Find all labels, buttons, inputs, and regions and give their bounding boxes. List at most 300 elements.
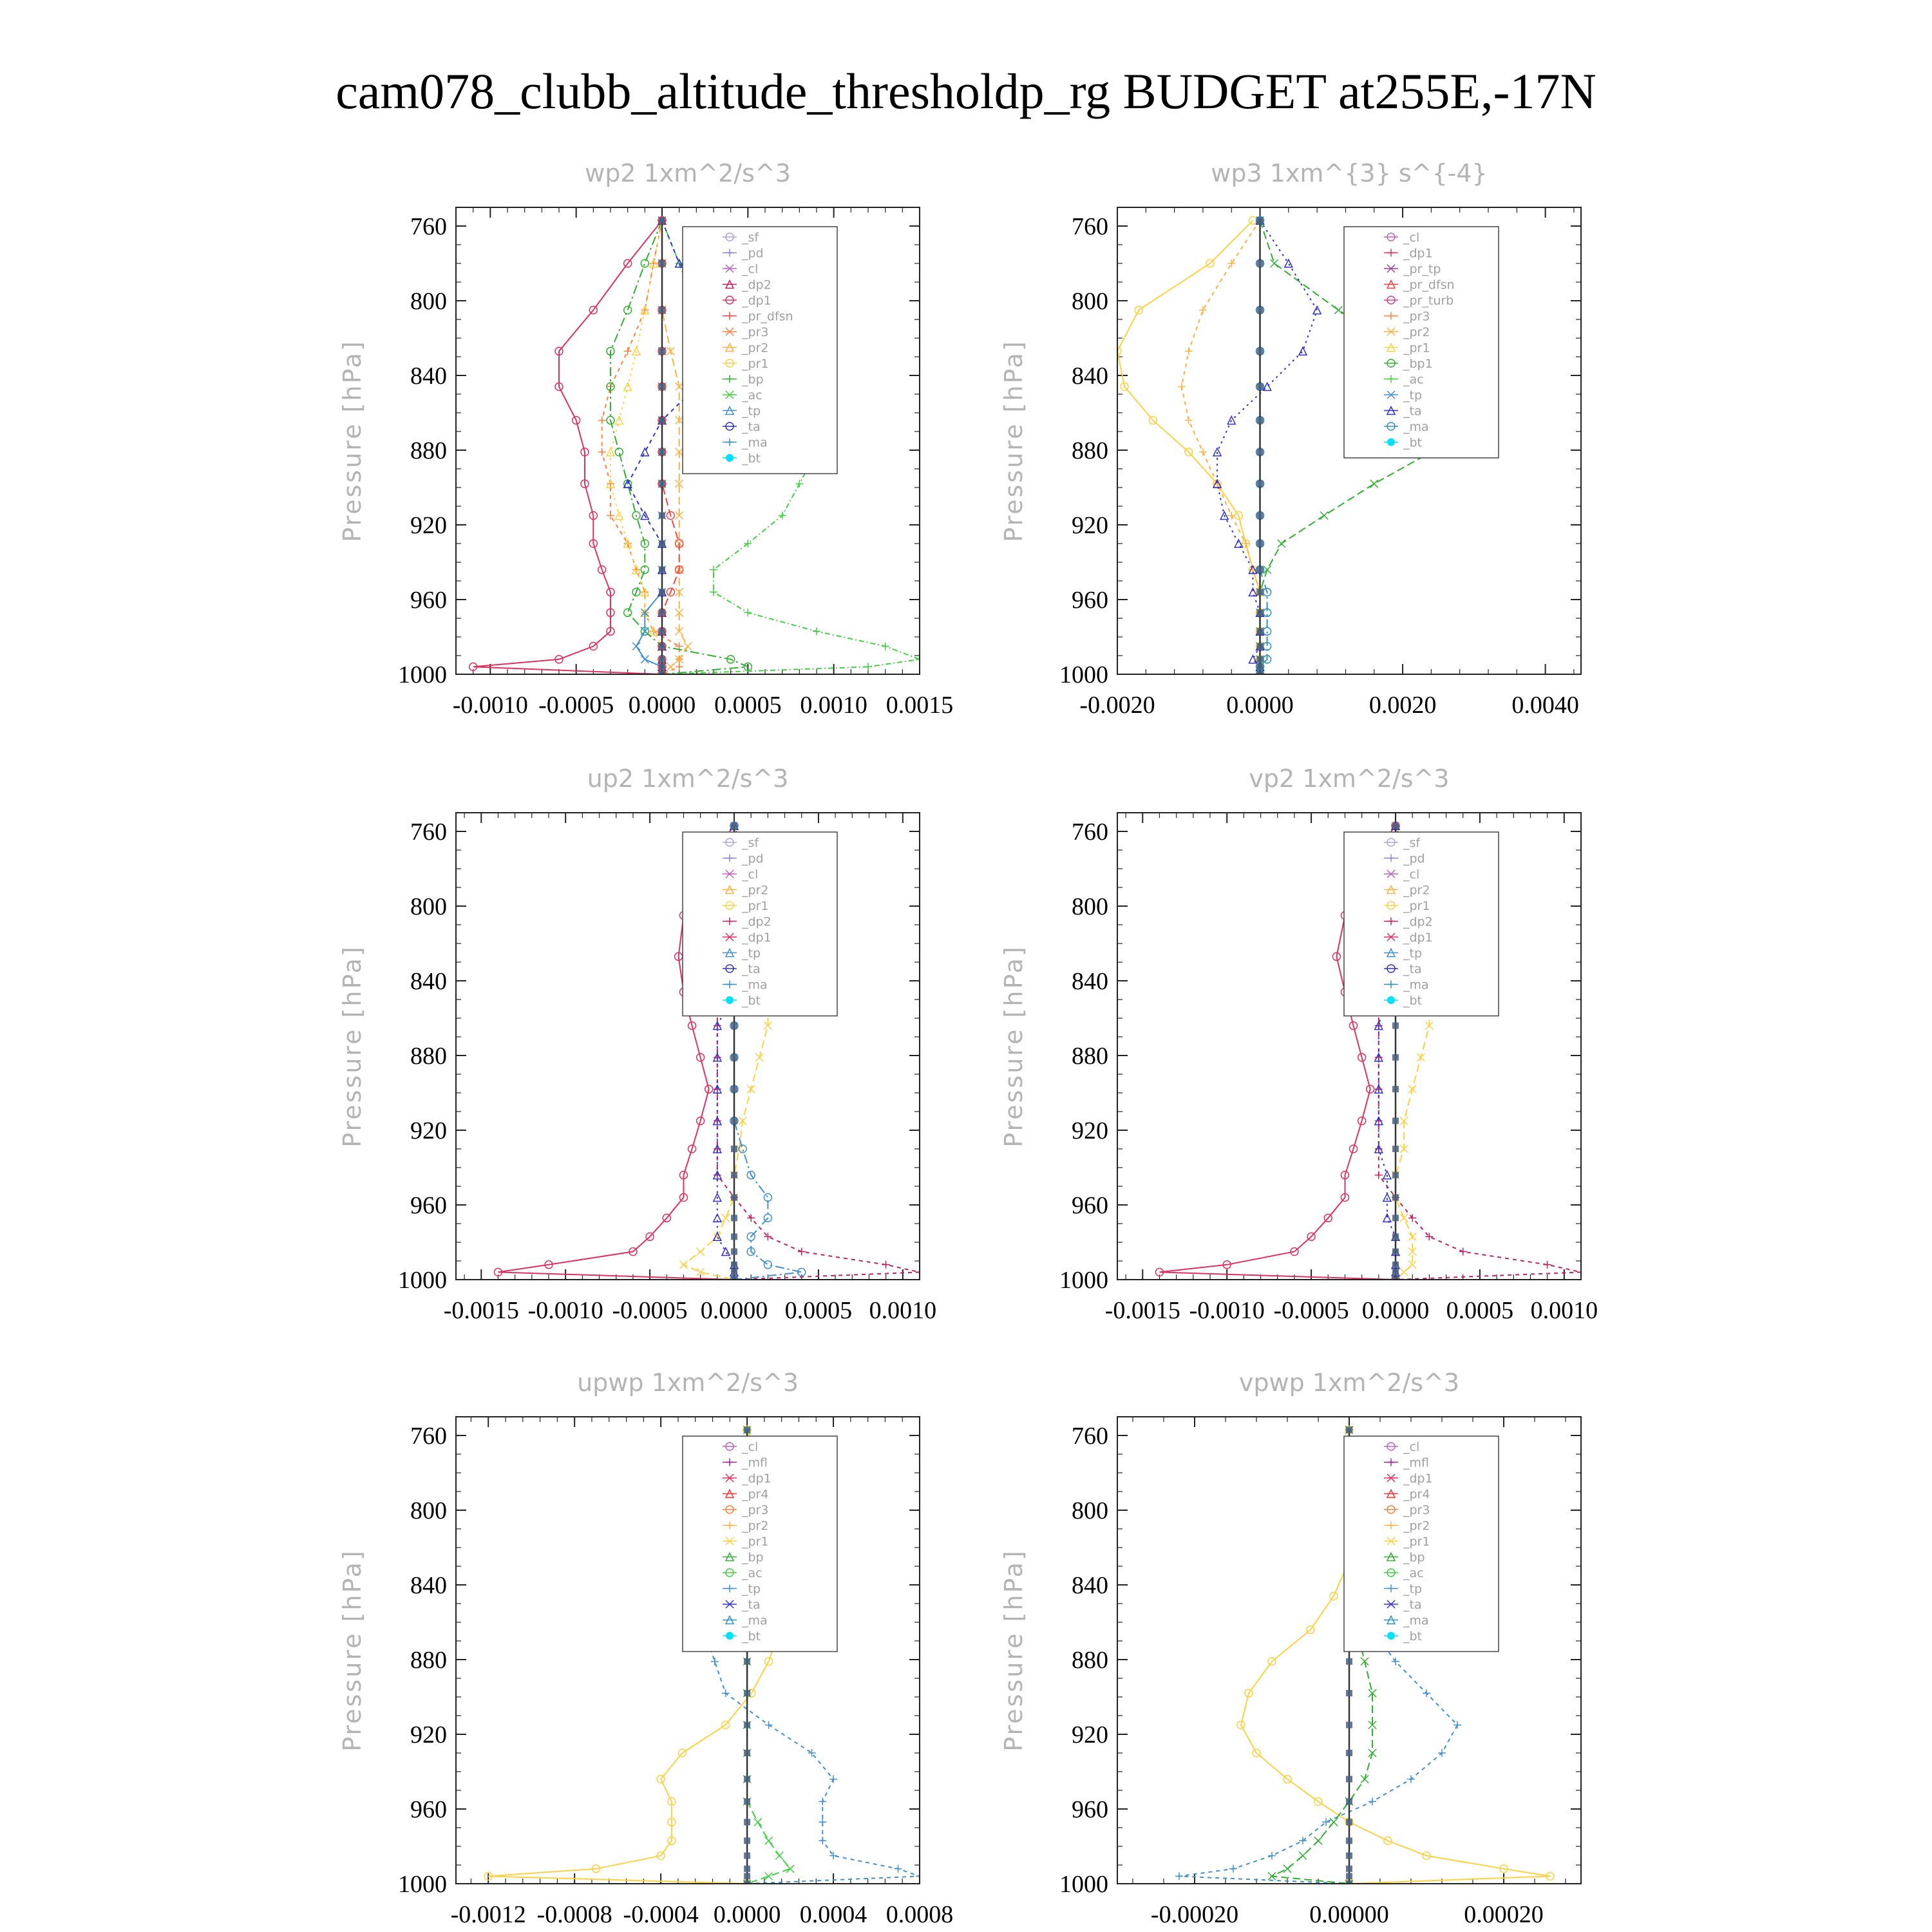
x-tick-label: 0.0008 <box>886 1901 954 1928</box>
data-point <box>711 1658 719 1665</box>
data-point <box>731 1023 737 1029</box>
data-point <box>813 627 820 635</box>
y-axis-label: Pressure [hPa] <box>999 339 1028 542</box>
data-point <box>1185 347 1193 355</box>
legend-marker <box>1387 439 1395 446</box>
y-axis-label: Pressure [hPa] <box>999 1549 1028 1752</box>
data-point <box>722 1214 730 1222</box>
data-point <box>598 417 606 424</box>
data-point <box>1346 1853 1352 1859</box>
y-tick-label: 1000 <box>1059 1871 1108 1898</box>
legend <box>683 227 837 474</box>
data-point <box>755 1054 763 1061</box>
data-point <box>659 217 665 223</box>
data-point <box>744 1690 750 1696</box>
panel-title: vpwp 1xm^2/s^3 <box>1238 1368 1460 1397</box>
data-point <box>1392 1054 1399 1061</box>
data-point <box>1368 1797 1376 1805</box>
x-tick-label: 0.0000 <box>1226 692 1294 719</box>
data-point <box>1346 1722 1352 1728</box>
y-tick-label: 800 <box>1072 288 1108 315</box>
legend-label: _sf <box>742 231 759 245</box>
panel-6 <box>999 1368 1581 1928</box>
data-point <box>775 1852 783 1860</box>
legend-label: _sf <box>1403 836 1421 850</box>
legend-label: _ta <box>742 420 761 434</box>
data-point <box>659 480 665 487</box>
series-line-dp1 <box>473 220 662 674</box>
legend-label: _dp1 <box>1403 1472 1433 1486</box>
legend <box>1344 832 1499 1016</box>
data-point <box>1346 1750 1352 1756</box>
legend-label: _cl <box>1403 1440 1420 1454</box>
data-point <box>659 307 665 314</box>
data-point <box>1392 1118 1399 1124</box>
data-point <box>731 1194 737 1200</box>
data-point <box>1278 540 1285 547</box>
data-point <box>607 480 614 488</box>
y-tick-label: 1000 <box>398 1871 447 1898</box>
series-line-pr1 <box>1117 220 1260 674</box>
data-point <box>659 348 665 354</box>
legend-label: _pr1 <box>742 1535 769 1549</box>
data-point <box>1361 1776 1368 1783</box>
x-tick-label: -0.0005 <box>538 692 614 719</box>
data-point <box>1257 628 1264 634</box>
data-point <box>1370 480 1378 488</box>
data-point <box>1407 1776 1415 1783</box>
legend-label: _pr1 <box>742 899 769 913</box>
legend-label: _pd <box>742 246 764 261</box>
x-tick-label: 0.0040 <box>1511 692 1579 719</box>
series-line-pr3 <box>602 220 679 674</box>
x-tick-label: 0.0015 <box>886 692 954 719</box>
legend-label: _ac <box>742 388 762 402</box>
data-point <box>1392 822 1399 829</box>
data-point <box>659 609 665 616</box>
data-point <box>1383 1214 1391 1222</box>
data-point <box>731 1054 737 1061</box>
legend-label: _pr3 <box>742 1503 769 1517</box>
y-tick-label: 760 <box>410 819 447 846</box>
data-point <box>1257 417 1264 424</box>
legend-label: _pr2 <box>742 341 769 355</box>
data-point <box>1375 1117 1383 1125</box>
legend-label: _pr4 <box>1403 1487 1430 1502</box>
data-point <box>641 448 649 456</box>
data-point <box>795 480 803 488</box>
legend-label: _pr2 <box>1403 1519 1430 1533</box>
y-tick-label: 960 <box>1072 1796 1108 1823</box>
data-point <box>659 513 665 519</box>
data-point <box>632 566 640 574</box>
y-tick-label: 920 <box>410 1721 447 1748</box>
data-point <box>1257 567 1264 573</box>
legend-marker <box>1387 996 1395 1004</box>
data-point <box>1257 513 1264 519</box>
y-tick-label: 960 <box>410 587 447 614</box>
legend-label: _pr4 <box>742 1487 769 1502</box>
legend-label: _dp1 <box>742 1472 772 1486</box>
data-point <box>765 1837 773 1844</box>
data-point <box>598 448 606 456</box>
data-point <box>659 260 665 267</box>
data-point <box>1299 347 1307 355</box>
legend-marker <box>1387 1632 1395 1640</box>
y-tick-label: 840 <box>410 968 447 995</box>
legend-label: _pr1 <box>742 357 769 371</box>
legend-marker <box>726 996 734 1004</box>
data-point <box>744 1853 750 1859</box>
data-point <box>882 1261 890 1269</box>
data-point <box>1392 1194 1399 1200</box>
legend-label: _pr_dfsn <box>1403 278 1455 292</box>
data-point <box>1375 1171 1383 1179</box>
x-tick-label: -0.00020 <box>1150 1901 1239 1928</box>
legend-label: _tp <box>742 1582 761 1596</box>
data-point <box>1400 1268 1408 1276</box>
data-point <box>747 1214 755 1222</box>
panel-3 <box>338 764 936 1324</box>
y-tick-label: 760 <box>1072 213 1108 240</box>
legend-label: _dp2 <box>742 914 772 929</box>
data-point <box>731 822 737 829</box>
legend-label: _pr1 <box>1403 341 1430 355</box>
data-point <box>744 1750 750 1756</box>
data-point <box>1283 1865 1291 1873</box>
data-point <box>754 1818 762 1826</box>
legend-label: _bt <box>742 451 761 466</box>
x-tick-label: 0.0005 <box>784 1297 853 1324</box>
data-point <box>714 1022 721 1030</box>
y-tick-label: 760 <box>410 1423 447 1450</box>
data-point <box>624 347 632 355</box>
data-point <box>1257 540 1264 547</box>
y-tick-label: 840 <box>1072 968 1108 995</box>
y-tick-label: 800 <box>1072 893 1108 920</box>
series-line-ma <box>1260 220 1267 674</box>
data-point <box>731 1262 737 1268</box>
data-point <box>747 1085 755 1093</box>
legend-label: _ta <box>742 1598 761 1612</box>
figure-title: cam078_clubb_altitude_thresholdp_rg BUDGET at255E,-17N <box>336 63 1596 119</box>
legend-marker <box>726 1632 734 1640</box>
data-point <box>779 512 786 520</box>
data-point <box>624 307 632 314</box>
data-point <box>1257 217 1264 223</box>
data-point <box>1334 307 1342 314</box>
data-point <box>659 383 665 390</box>
data-point <box>1400 1214 1408 1222</box>
legend-label: _tp <box>742 404 761 419</box>
data-point <box>1392 1262 1399 1268</box>
data-point <box>864 663 872 670</box>
legend-label: _pr_turb <box>1403 294 1454 308</box>
legend-label: _pr2 <box>742 883 769 898</box>
y-axis-label: Pressure [hPa] <box>338 1549 366 1752</box>
y-tick-label: 920 <box>1072 512 1108 539</box>
data-point <box>1199 448 1207 456</box>
x-tick-label: -0.0015 <box>443 1297 519 1324</box>
legend-label: _cl <box>742 1440 759 1454</box>
y-tick-label: 1000 <box>398 661 447 688</box>
data-point <box>1392 1233 1399 1240</box>
data-point <box>1264 627 1271 635</box>
legend-label: _bt <box>742 994 761 1008</box>
x-tick-label: 0.0000 <box>1361 1297 1430 1324</box>
data-point <box>744 1819 750 1825</box>
y-tick-label: 920 <box>410 512 447 539</box>
legend-marker <box>726 454 734 462</box>
data-point <box>819 1837 826 1844</box>
data-point <box>714 1117 721 1125</box>
legend-label: _pd <box>1403 851 1425 866</box>
x-tick-label: 0.0000 <box>628 692 696 719</box>
x-tick-label: 0.0010 <box>800 692 867 719</box>
data-point <box>1257 480 1264 487</box>
data-point <box>1178 383 1186 390</box>
legend-label: _cl <box>1403 231 1420 245</box>
legend <box>1344 1436 1499 1652</box>
data-point <box>895 1865 902 1873</box>
panels <box>338 159 1598 1928</box>
y-tick-label: 760 <box>1072 1423 1108 1450</box>
data-point <box>744 1873 750 1879</box>
legend-label: _cl <box>742 867 759 882</box>
y-tick-label: 800 <box>410 1497 447 1524</box>
legend-label: _dp2 <box>1403 914 1433 929</box>
data-point <box>1199 307 1207 314</box>
data-point <box>1268 1852 1276 1860</box>
data-point <box>1299 1852 1307 1860</box>
legend-label: _pd <box>742 851 764 866</box>
data-point <box>641 656 649 663</box>
data-point <box>1271 260 1278 267</box>
data-point <box>697 1248 705 1256</box>
legend-label: _tp <box>1403 388 1423 402</box>
legend-label: _ma <box>1403 420 1429 434</box>
legend-label: _ma <box>742 435 768 450</box>
y-tick-label: 840 <box>410 1572 447 1599</box>
data-point <box>1346 1658 1352 1665</box>
y-tick-label: 920 <box>1072 1117 1108 1144</box>
x-tick-label: 0.0000 <box>700 1297 768 1324</box>
y-tick-label: 840 <box>1072 1572 1108 1599</box>
x-tick-label: -0.0015 <box>1104 1297 1180 1324</box>
data-point <box>1346 1866 1352 1872</box>
legend-label: _ac <box>1403 1566 1424 1580</box>
legend-label: _ta <box>1403 962 1422 976</box>
legend-label: _pr2 <box>1403 883 1430 898</box>
data-point <box>1257 609 1264 616</box>
x-tick-label: 0.0020 <box>1368 692 1437 719</box>
data-point <box>1459 1248 1467 1256</box>
y-tick-label: 760 <box>410 213 447 240</box>
data-point <box>659 589 665 595</box>
x-tick-label: -0.0005 <box>612 1297 688 1324</box>
legend-label: _sf <box>742 836 759 850</box>
legend-label: _bt <box>742 1629 761 1643</box>
x-tick-label: 0.0004 <box>799 1901 867 1928</box>
data-point <box>882 643 889 650</box>
x-tick-label: 0.0010 <box>1530 1297 1598 1324</box>
legend-label: _ma <box>1403 1613 1429 1628</box>
series-line-pr_dfsn <box>662 220 679 674</box>
y-axis-label: Pressure [hPa] <box>338 945 366 1148</box>
legend-label: _bt <box>1403 994 1423 1008</box>
data-point <box>615 448 623 456</box>
legend-label: _dp1 <box>1403 931 1433 945</box>
data-point <box>1257 449 1264 455</box>
panel-4 <box>999 764 1598 1324</box>
data-point <box>1417 1054 1425 1061</box>
data-point <box>1346 1426 1352 1433</box>
data-point <box>1257 260 1264 267</box>
legend-label: _pr1 <box>1403 899 1430 913</box>
data-point <box>1383 1193 1391 1201</box>
panel-title: vp2 1xm^2/s^3 <box>1249 764 1450 793</box>
panel-2 <box>999 159 1581 719</box>
data-point <box>1257 656 1264 663</box>
legend-label: _ac <box>742 1566 762 1580</box>
data-point <box>744 1866 750 1872</box>
panel-title: up2 1xm^2/s^3 <box>587 764 789 793</box>
legend-label: _ta <box>1403 404 1422 419</box>
data-point <box>676 663 683 670</box>
data-point <box>1346 1690 1352 1696</box>
data-point <box>1314 1837 1322 1844</box>
legend-label: _cl <box>742 262 759 276</box>
data-point <box>1227 260 1235 267</box>
y-tick-label: 960 <box>1072 1192 1108 1219</box>
y-tick-label: 1000 <box>1059 661 1108 688</box>
data-point <box>1175 1872 1183 1880</box>
legend-label: _ta <box>742 962 761 976</box>
x-tick-label: -0.0010 <box>452 692 528 719</box>
y-tick-label: 760 <box>1072 819 1108 846</box>
y-tick-label: 800 <box>410 288 447 315</box>
data-point <box>1213 448 1221 456</box>
data-point <box>1392 1215 1399 1221</box>
data-point <box>819 1797 826 1805</box>
legend-label: _bp1 <box>1403 357 1433 371</box>
data-point <box>624 609 632 616</box>
data-point <box>1185 417 1193 424</box>
y-tick-label: 960 <box>410 1192 447 1219</box>
legend-label: _bp <box>742 1550 764 1565</box>
data-point <box>829 1776 837 1783</box>
panel-1 <box>338 159 953 719</box>
legend-label: _pr_dfsn <box>742 309 793 324</box>
legend-label: _dp1 <box>742 294 772 308</box>
y-tick-label: 840 <box>410 363 447 390</box>
data-point <box>1368 1749 1376 1757</box>
y-tick-label: 880 <box>1072 1043 1108 1070</box>
data-point <box>798 1248 806 1256</box>
legend-label: _ta <box>1403 1598 1422 1612</box>
legend-label: _dp2 <box>742 278 772 292</box>
data-point <box>1392 1269 1399 1275</box>
panel-5 <box>338 1368 953 1928</box>
legend-label: _bp <box>1403 1550 1425 1565</box>
legend-label: _pr_tp <box>1403 262 1441 276</box>
x-tick-label: 0.0005 <box>714 692 782 719</box>
data-point <box>1408 1085 1416 1093</box>
data-point <box>1257 589 1264 595</box>
y-tick-label: 920 <box>410 1117 447 1144</box>
data-point <box>714 1054 721 1061</box>
y-tick-label: 960 <box>410 1796 447 1823</box>
legend-label: _pr2 <box>742 1519 769 1533</box>
legend-label: _tp <box>1403 1582 1423 1596</box>
data-point <box>786 1865 794 1873</box>
data-point <box>731 1118 737 1124</box>
data-point <box>679 1261 687 1269</box>
legend-label: _ac <box>1403 372 1424 387</box>
data-point <box>744 1658 750 1665</box>
x-tick-label: -0.0008 <box>536 1901 612 1928</box>
data-point <box>1438 1749 1446 1757</box>
x-tick-label: 0.0010 <box>869 1297 937 1324</box>
data-point <box>1227 512 1235 520</box>
data-point <box>659 449 665 455</box>
data-point <box>1285 260 1293 267</box>
data-point <box>714 1233 721 1240</box>
legend-label: _dp1 <box>742 931 772 945</box>
data-point <box>659 417 665 424</box>
y-tick-label: 800 <box>1072 1497 1108 1524</box>
data-point <box>710 588 717 596</box>
panel-title: wp2 1xm^2/s^3 <box>585 159 791 187</box>
data-point <box>1257 643 1264 650</box>
data-point <box>1320 512 1328 520</box>
data-point <box>607 448 614 456</box>
y-tick-label: 880 <box>410 1647 447 1674</box>
x-tick-label: 0.0005 <box>1446 1297 1514 1324</box>
y-tick-label: 800 <box>410 893 447 920</box>
x-tick-label: 0.00000 <box>1309 1901 1389 1928</box>
legend-label: _dp1 <box>1403 246 1433 261</box>
data-point <box>1392 1086 1399 1092</box>
x-tick-label: 0.00020 <box>1464 1901 1544 1928</box>
legend-label: _mfl <box>1403 1455 1429 1470</box>
data-point <box>667 663 674 670</box>
y-axis-label: Pressure [hPa] <box>338 339 366 542</box>
legend-label: _mfl <box>742 1455 768 1470</box>
x-tick-label: -0.0010 <box>527 1297 603 1324</box>
data-point <box>744 1426 750 1433</box>
legend-label: _ma <box>1403 978 1429 992</box>
legend-label: _ma <box>742 978 768 992</box>
y-tick-label: 960 <box>1072 587 1108 614</box>
x-tick-label: -0.0010 <box>1189 1297 1265 1324</box>
legend-label: _pr1 <box>1403 1535 1430 1549</box>
data-point <box>659 643 665 650</box>
legend-label: _pr3 <box>1403 1503 1430 1517</box>
data-point <box>632 347 640 355</box>
legend-label: _tp <box>742 946 761 961</box>
data-point <box>722 1248 730 1256</box>
data-point <box>1257 663 1264 670</box>
data-point <box>744 1798 750 1804</box>
y-tick-label: 880 <box>1072 437 1108 464</box>
data-point <box>1408 1214 1416 1222</box>
data-point <box>1544 1261 1551 1269</box>
data-point <box>1392 1249 1399 1255</box>
data-point <box>714 1085 721 1093</box>
data-point <box>1257 383 1264 390</box>
legend-label: _pr2 <box>1403 325 1430 339</box>
